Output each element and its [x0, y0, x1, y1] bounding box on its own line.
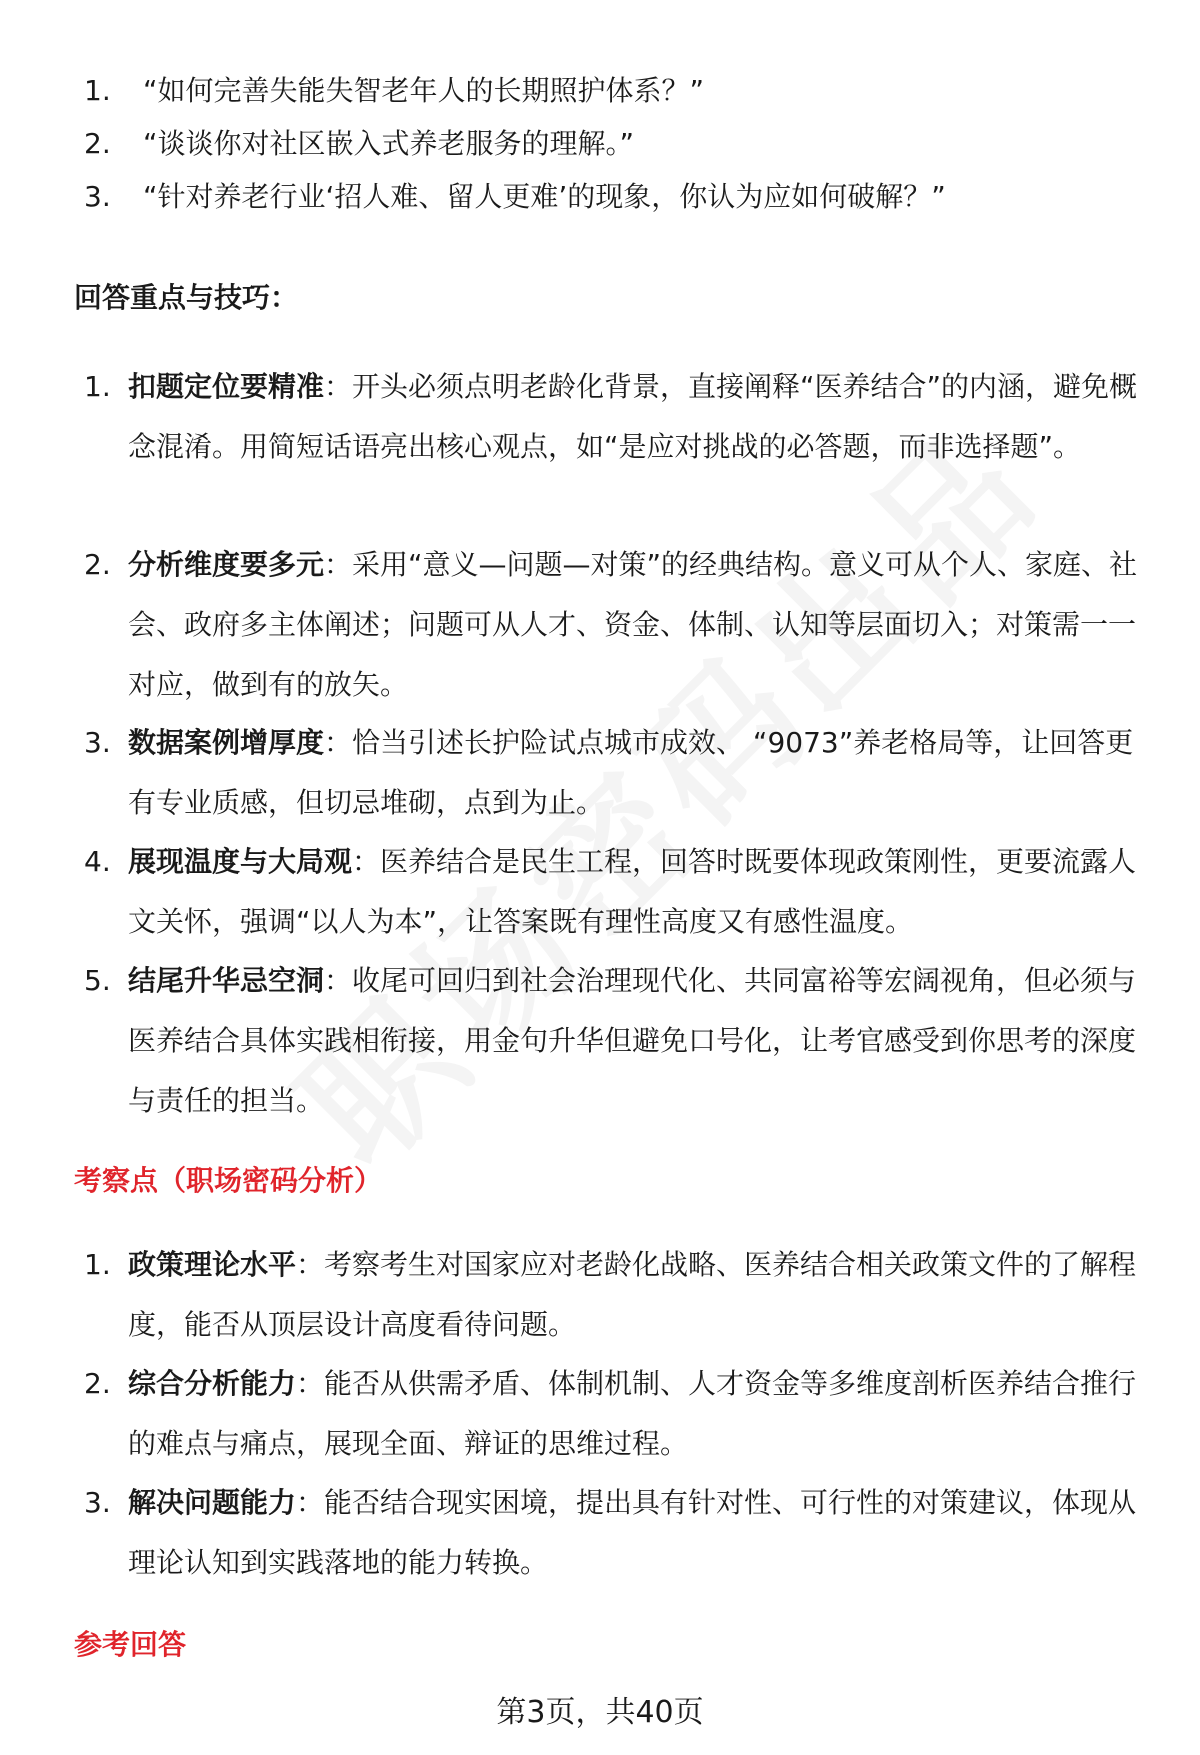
- tip-body: [128, 713, 1148, 833]
- tip-term: 结尾升华忌空洞: [128, 964, 325, 997]
- term-separator: ：: [324, 370, 353, 403]
- list-number: 5.: [84, 964, 111, 997]
- exam-point-term: 综合分析能力: [128, 1367, 297, 1400]
- term-separator: ：: [296, 1367, 325, 1400]
- list-number: 3.: [84, 180, 111, 213]
- term-separator: ：: [324, 964, 353, 997]
- question-item: [0, 61, 1200, 121]
- exam-point-term: 解决问题能力: [128, 1486, 297, 1519]
- list-number: 1.: [84, 1248, 111, 1281]
- section-heading-exam-points: 考察点（职场密码分析）: [74, 1164, 383, 1197]
- question-text: “针对养老行业‘招人难、留人更难’的现象，你认为应如何破解？”: [143, 180, 946, 213]
- section-heading-tips: 回答重点与技巧：: [74, 281, 299, 314]
- term-separator: ：: [296, 1486, 325, 1519]
- exam-point-body: [128, 1354, 1148, 1474]
- term-separator: ：: [324, 726, 353, 759]
- term-separator: ：: [352, 845, 381, 878]
- tip-text: 采用“意义—问题—对策”的经典结构。意义可从个人、家庭、社会、政府多主体阐述；问题可从人才、资金、体制、认知等层面切入；对策需一一对应，做到有的放矢。: [128, 548, 1138, 701]
- list-number: 3.: [84, 1486, 111, 1519]
- tip-text: 医养结合是民生工程，回答时既要体现政策刚性，更要流露人文关怀，强调“以人为本”，让答案既有理性高度又有感性温度。: [128, 845, 1137, 938]
- question-item: [0, 114, 1200, 174]
- list-number: 2.: [84, 127, 111, 160]
- term-separator: ：: [324, 548, 353, 581]
- tip-text: 收尾可回归到社会治理现代化、共同富裕等宏阔视角，但必须与医养结合具体实践相衔接，用金句升华但避免口号化，让考官感受到你思考的深度与责任的担当。: [128, 964, 1137, 1117]
- exam-point-term: 政策理论水平: [128, 1248, 297, 1281]
- tip-term: 分析维度要多元: [128, 548, 325, 581]
- tip-term: 数据案例增厚度: [128, 726, 325, 759]
- list-number: 4.: [84, 845, 111, 878]
- exam-point-body: [128, 1235, 1148, 1355]
- exam-point-text: 能否结合现实困境，提出具有针对性、可行性的对策建议，体现从理论认知到实践落地的能力转换。: [128, 1486, 1137, 1579]
- exam-point-text: 能否从供需矛盾、体制机制、人才资金等多维度剖析医养结合推行的难点与痛点，展现全面、辩证的思维过程。: [128, 1367, 1137, 1460]
- tip-body: [128, 357, 1148, 477]
- question-text: “如何完善失能失智老年人的长期照护体系？”: [143, 74, 705, 107]
- list-number: 1.: [84, 74, 111, 107]
- list-number: 3.: [84, 726, 111, 759]
- question-item: [0, 167, 1200, 227]
- tip-body: [128, 535, 1148, 715]
- list-number: 1.: [84, 370, 111, 403]
- tip-body: [128, 951, 1148, 1131]
- tip-term: 扣题定位要精准: [128, 370, 325, 403]
- exam-point-body: [128, 1473, 1148, 1593]
- section-heading-reference: 参考回答: [74, 1628, 187, 1661]
- exam-point-text: 考察考生对国家应对老龄化战略、医养结合相关政策文件的了解程度，能否从顶层设计高度看待问题。: [128, 1248, 1137, 1341]
- tip-text: 开头必须点明老龄化背景，直接阐释“医养结合”的内涵，避免概念混淆。用简短话语亮出核心观点，如“是应对挑战的必答题，而非选择题”。: [128, 370, 1138, 463]
- list-number: 2.: [84, 1367, 111, 1400]
- tip-body: [128, 832, 1148, 952]
- tip-text: 恰当引述长护险试点城市成效、 “9073”养老格局等，让回答更有专业质感，但切忌堆砌，点到为止。: [128, 726, 1134, 819]
- list-number: 2.: [84, 548, 111, 581]
- page-number: 第3页，共40页: [496, 1695, 704, 1730]
- term-separator: ：: [296, 1248, 325, 1281]
- tip-term: 展现温度与大局观: [128, 845, 353, 878]
- question-text: “谈谈你对社区嵌入式养老服务的理解。”: [143, 127, 635, 160]
